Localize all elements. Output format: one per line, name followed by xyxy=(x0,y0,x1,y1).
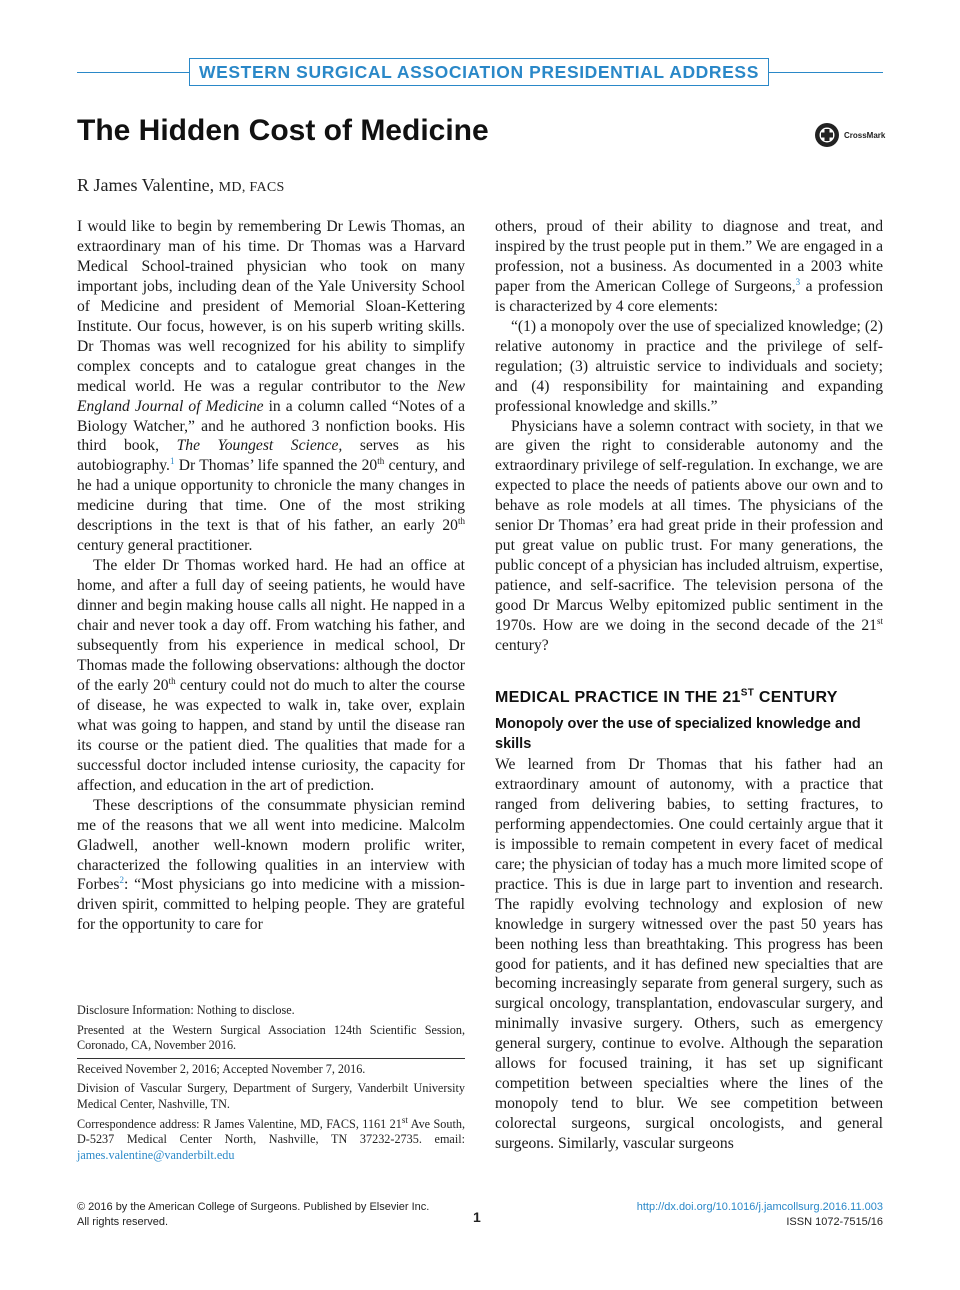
paragraph: others, proud of their ability to diagnose and treat, and inspired by the trust people put in them.” We are engaged in a profession, not a business. As documented in a 2003 white paper from the American College of Surgeons,$^3$ a profession is characterized by 4 core elements: xyxy=(495,218,883,315)
body-column-right xyxy=(495,217,883,656)
page-footer xyxy=(77,1200,883,1232)
crossmark-label: CrossMark xyxy=(844,130,886,140)
paragraph: The elder Dr Thomas worked hard. He had an office at home, and after a full day of seeing patients, he would have dinner and begin making house calls all night. He napped in a chair and never took a day off. From watching his father, and subsequently from his experience in medical school, Dr Thomas made the following observations: although the doctor of the early 20th century could not do much to alter the course of disease, he was expected to walk in, take over, explain what was going to happen, and stand by until the disease ran its course or the patient died. The qualities that made for a successful doctor included intense curiosity, the capacity for affection, and education in the art of prediction. xyxy=(77,557,465,794)
quote-paragraph: “(1) a monopoly over the use of specialized knowledge; (2) relative autonomy in practice and the privilege of self-regulation; (3) altruistic service to individuals and society; and (4) responsibility for maintaining and expanding professional knowledge and skills.” xyxy=(495,317,883,415)
paragraph: These descriptions of the consummate physician remind me of the reasons that we all went into medicine. Malcolm Gladwell, another well-known modern prolific writer, characterized the following qualities in an interview with Forbes$^2$: “Most physicians go into medicine with a mission-driven spirit, committed to helping people. They are grateful for the opportunity to care for xyxy=(77,796,465,934)
email-link[interactable]: james.valentine@vanderbilt.edu xyxy=(77,1147,235,1162)
reference-link[interactable]: 3 xyxy=(795,276,801,287)
section-banner xyxy=(77,58,883,88)
paragraph: We learned from Dr Thomas that his father had an extraordinary amount of autonomy, with a practice that ranged from delivering babies, to setting fractures, to performing appendectomies. One could certainly argue that it is impossible to remain competent in every facet of medical care; the physician of today has a much more limited scope of practice. This is due in large part to invention and research. The rapidly evolving technology and explosion of new knowledge in surgery witnessed over the past 50 years has been nothing less than breathtaking. This progress has been good for patients, and it has defined new specialties that are becoming increasingly separate from general surgery, such as surgical oncology, transplantation, endovascular surgery, and minimally invasive surgery. Others, such as emergency general surgery, continue to evolve. Although the separation allows for focused training, it has set up significant competition between specialties where the lines of the monopoly tend to blur. We see competition between colorectal surgeons, surgical oncologists, and general surgeons. Similarly, vascular surgeons xyxy=(495,756,883,1153)
reference-link[interactable]: 2 xyxy=(119,875,124,886)
page-number: 1 xyxy=(473,1209,481,1225)
crossmark-badge[interactable] xyxy=(814,120,885,150)
author-credentials: MD, FACS xyxy=(218,180,285,195)
paragraph: Physicians have a solemn contract with society, in that we are given the right to considerable autonomy and the extraordinary privilege of self-regulation. In exchange, we are expected to place the needs of patients above our own and to behave as role models at all times. The physicians of the senior Dr Thomas’ era had great pride in their profession and put great value on public trust. For many generations, the public concept of a physician has included altruism, expertise, patience, and self-sacrifice. The television persona of the good Dr Marcus Welby epitomized public sentiment in the 1970s. How are we doing in the second decade of the 21st century? xyxy=(495,417,883,655)
doi-link[interactable]: http://dx.doi.org/10.1016/j.jamcollsurg.2016.11.003 xyxy=(636,1201,883,1213)
division-note: Division of Vascular Surgery, Department of Surgery, Vanderbilt University Medical Center, Nashville, TN. xyxy=(77,1081,465,1111)
disclosure: Disclosure Information: Nothing to disclose. xyxy=(77,1003,295,1017)
article-title: The Hidden Cost of Medicine xyxy=(77,114,489,147)
paragraph: I would like to begin by remembering Dr Lewis Thomas, an extraordinary man of his time. Dr Thomas was a Harvard Medical School-trained physician who took on many important jobs, including dean of the Yale University School of Medicine and president of Memorial Sloan-Kettering Institute. Our focus, however, is on his superb writing skills. Dr Thomas was well recognized for his ability to simplify complex concepts and to catalogue great changes in the medical world. He was a regular contributor to the New England Journal of Medicine in a column called “Notes of a Biology Watcher,” and he authored 3 nonfiction books. His third book, The Youngest Science, serves as his autobiography.$^1$ Dr Thomas’ life spanned the 20th century, and he had a unique opportunity to chronicle the many changes in medicine during that time. One of the most striking descriptions in the text is that of his father, an early 20th century general practitioner. xyxy=(77,218,466,555)
author-line xyxy=(77,175,285,196)
correspondence-note: Correspondence address: R James Valentine, MD, FACS, 1161 21st Ave South, D-5237 Medical Center North, Nashville, TN 37232-2735. email: james.valentine@vanderbilt.edu xyxy=(77,1114,466,1162)
copyright: © 2016 by the American College of Surgeons. Published by Elsevier Inc. All rights reserved. xyxy=(77,1201,430,1228)
affiliation-block xyxy=(77,1058,465,1164)
body-column-right-section xyxy=(495,755,883,1154)
subsection-heading: Monopoly over the use of specialized knowledge and skills xyxy=(495,716,861,752)
footer-right xyxy=(637,1200,883,1230)
book-title: The Youngest Science, xyxy=(176,437,343,455)
reference-link[interactable]: 1 xyxy=(169,456,175,467)
author-name: R James Valentine, xyxy=(77,175,215,195)
received-note: Received November 2, 2016; Accepted November 7, 2016. xyxy=(77,1061,366,1076)
section-heading: MEDICAL PRACTICE IN THE 21ST CENTURY xyxy=(495,687,838,706)
crossmark-icon xyxy=(814,122,840,148)
body-column-left xyxy=(77,217,465,935)
footnotes xyxy=(77,1003,465,1167)
journal-title: New England Journal of Medicine xyxy=(77,377,465,415)
presented-note: Presented at the Western Surgical Association 124th Scientific Session, Coronado, CA, November 2016. xyxy=(77,1022,465,1053)
issn: ISSN 1072-7515/16 xyxy=(786,1216,883,1228)
section-label: WESTERN SURGICAL ASSOCIATION PRESIDENTIAL ADDRESS xyxy=(189,58,769,86)
